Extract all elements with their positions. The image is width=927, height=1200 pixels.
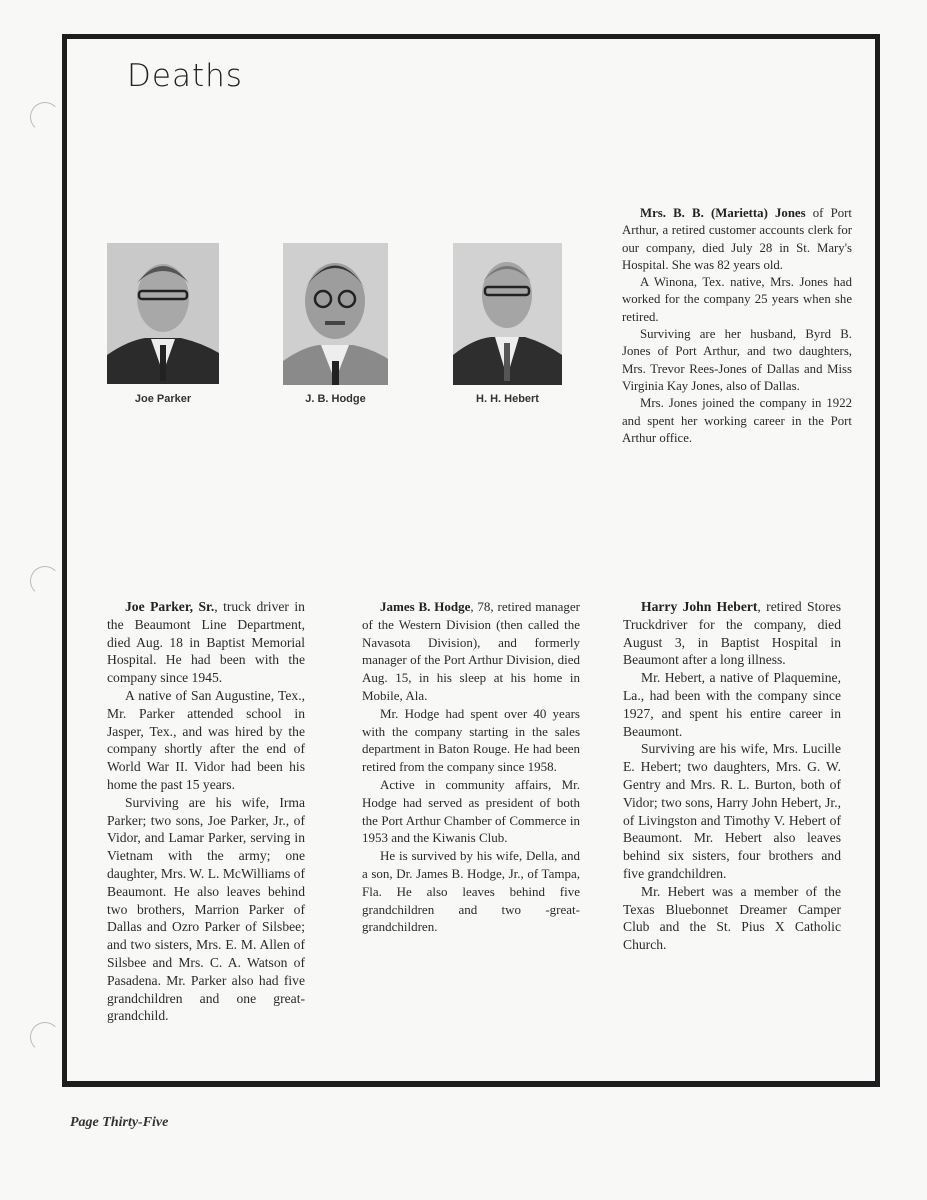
paragraph: Surviving are her husband, Byrd B. Jones of Port Arthur, and two daughters, Mrs. Trevor Rees-Jones of Dallas and Miss Virginia Kay Jones, also of Dallas. (622, 327, 852, 393)
portrait-h-h-hebert (453, 243, 562, 385)
article-name: Harry John Hebert (641, 599, 758, 614)
article-jones (622, 205, 852, 447)
portrait-j-b-hodge (283, 243, 388, 385)
binder-hole (30, 102, 60, 132)
article-name: James B. Hodge (380, 599, 471, 614)
paragraph: , retired Stores Truckdriver for the company, died August 3, in Baptist Hospital in Beaumont after a long illness. (623, 599, 841, 668)
portrait-joe-parker (107, 243, 219, 384)
paragraph: A Winona, Tex. native, Mrs. Jones had worked for the company 25 years when she retired. (622, 275, 852, 324)
photo-caption: J. B. Hodge (305, 393, 366, 405)
paragraph: A native of San Augustine, Tex., Mr. Parker attended school in Jasper, Tex., and was hired by the company shortly after the end of World War II. Vidor had been his home the past 15 years. (107, 687, 305, 792)
article-hebert (623, 598, 841, 954)
paragraph: Surviving are his wife, Irma Parker; two sons, Joe Parker, Jr., of Vidor, and Lamar Parker, serving in Vietnam with the army; one daughter, Mrs. W. L. McWilliams of Beaumont. He also leaves behind two brothers, Marrion Parker of Dallas and Ozro Parker of Silsbee; and two sisters, Mrs. E. M. Allen of Silsbee and Mrs. C. A. Watson of Pasadena. Mr. Parker also had five grandchildren and one great-grandchild. (107, 794, 305, 1024)
paragraph: of Port Arthur, a retired customer accounts clerk for our company, died July 28 in St. Mary's Hospital. She was 82 years old. (622, 206, 852, 272)
article-hodge (362, 598, 580, 936)
article-parker (107, 598, 305, 1025)
page-title: Deaths (127, 58, 243, 94)
article-name: Joe Parker, Sr. (125, 599, 215, 614)
article-name: Mrs. B. B. (Marietta) Jones (640, 206, 806, 220)
page-number: Page Thirty-Five (70, 1115, 169, 1130)
paragraph: Mr. Hebert, a native of Plaquemine, La., had been with the company since 1927, and spent his entire career in Beaumont. (623, 670, 841, 739)
paragraph: Mr. Hodge had spent over 40 years with the company starting in the sales department in Baton Rouge. He had been retired from the company since 1958. (362, 705, 580, 775)
photo-caption: Joe Parker (134, 393, 192, 405)
paragraph: Surviving are his wife, Mrs. Lucille E. Hebert; two daughters, Mrs. G. W. Gentry and Mrs. R. L. Burton, both of Vidor; two sons, Harry John Hebert, Jr., of Livingston and Timothy V. Hebert of Beaumont. Mr. Hebert also leaves behind six sisters, four brothers and five grandchildren. (623, 741, 841, 881)
photo-caption: H. H. Hebert (476, 393, 539, 405)
paragraph: , truck driver in the Beaumont Line Department, died Aug. 18 in Baptist Memorial Hospital. He had been with the company since 1945. (107, 599, 305, 686)
binder-hole (30, 566, 60, 596)
paragraph: , 78, retired manager of the Western Division (then called the Navasota Division), and formerly manager of the Port Arthur Division, died Aug. 15, in his sleep at his home in Mobile, Ala. (362, 599, 580, 703)
paragraph: Mr. Hebert was a member of the Texas Bluebonnet Dreamer Camper Club and the St. Pius X Catholic Church. (623, 883, 841, 953)
paragraph: He is survived by his wife, Della, and a son, Dr. James B. Hodge, Jr., of Tampa, Fla. He also leaves behind five grandchildren and two -great-grandchildren. (362, 848, 580, 935)
paragraph: Mrs. Jones joined the company in 1922 and spent her working career in the Port Arthur office. (622, 396, 852, 445)
paragraph: Active in community affairs, Mr. Hodge had served as president of both the Port Arthur Chamber of Commerce in 1953 and the Kiwanis Club. (362, 776, 580, 846)
binder-hole (30, 1022, 60, 1052)
